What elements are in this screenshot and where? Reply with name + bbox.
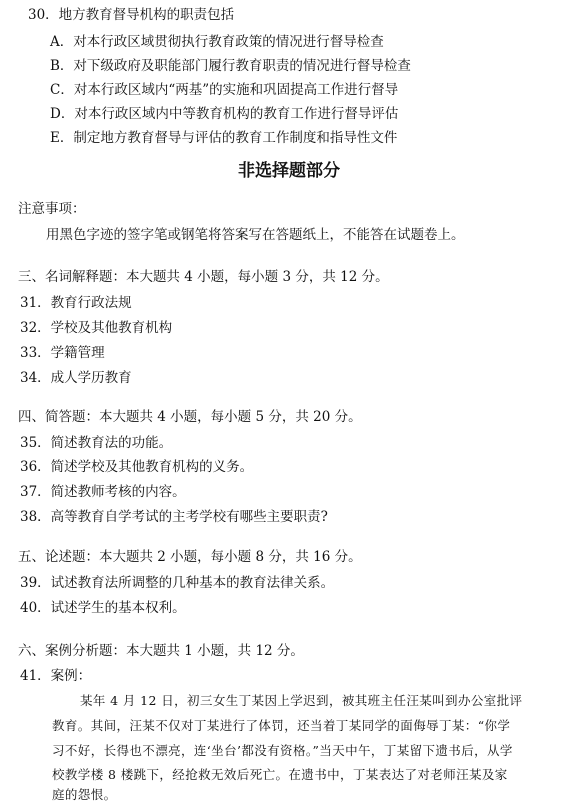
- case-line-3: 习不好，长得也不漂亮，连‘坐台’都没有资格。”当天中午，丁某留下遗书后，从学: [52, 743, 513, 758]
- q35: 35．简述教育法的功能。: [20, 435, 173, 451]
- part6-heading: 六、案例分析题：本大题共 1 小题，共 12 分。: [18, 643, 304, 659]
- q30-option-b: B．对下级政府及职能部门履行教育职责的情况进行督导检查: [50, 58, 411, 74]
- case-line-5: 庭的怨恨。: [52, 787, 117, 802]
- q37: 37．简述教师考核的内容。: [20, 484, 186, 500]
- notice-text: 用黑色字迹的签字笔或钢笔将答案写在答题纸上，不能答在试题卷上。: [46, 227, 465, 243]
- part4-heading: 四、简答题：本大题共 4 小题，每小题 5 分，共 20 分。: [18, 409, 362, 425]
- q32: 32．学校及其他教育机构: [20, 320, 173, 336]
- q36: 36．简述学校及其他教育机构的义务。: [20, 459, 254, 475]
- section-title: 非选择题部分: [238, 161, 340, 181]
- q30-stem: 30．地方教育督导机构的职责包括: [28, 7, 235, 23]
- q30-option-a: A．对本行政区域贯彻执行教育政策的情况进行督导检查: [50, 34, 384, 50]
- q38: 38．高等教育自学考试的主考学校有哪些主要职责?: [20, 509, 328, 525]
- case-line-1: 某年 4 月 12 日，初三女生丁某因上学迟到，被其班主任汪某叫到办公室批评: [80, 693, 523, 708]
- q31: 31．教育行政法规: [20, 295, 132, 311]
- q40: 40．试述学生的基本权利。: [20, 600, 186, 616]
- q34: 34．成人学历教育: [20, 370, 132, 386]
- case-line-2: 教育。其间，汪某不仅对丁某进行了体罚，还当着丁某同学的面侮辱丁某：“你学: [52, 718, 511, 733]
- q30-option-e: E．制定地方教育督导与评估的教育工作制度和指导性文件: [50, 130, 398, 146]
- part3-heading: 三、名词解释题：本大题共 4 小题，每小题 3 分，共 12 分。: [18, 269, 389, 285]
- q41-label: 41．案例：: [20, 668, 92, 684]
- q30-option-c: C．对本行政区域内“两基”的实施和巩固提高工作进行督导: [50, 82, 399, 98]
- case-line-4: 校教学楼 8 楼跳下，经抢救无效后死亡。在遗书中，丁某表达了对老师汪某及家: [52, 767, 508, 782]
- q39: 39．试述教育法所调整的几种基本的教育法律关系。: [20, 575, 335, 591]
- q30-option-d: D．对本行政区域内中等教育机构的教育工作进行督导评估: [50, 106, 399, 122]
- notice-label: 注意事项：: [18, 201, 86, 217]
- part5-heading: 五、论述题：本大题共 2 小题，每小题 8 分，共 16 分。: [18, 549, 362, 565]
- q33: 33．学籍管理: [20, 345, 105, 361]
